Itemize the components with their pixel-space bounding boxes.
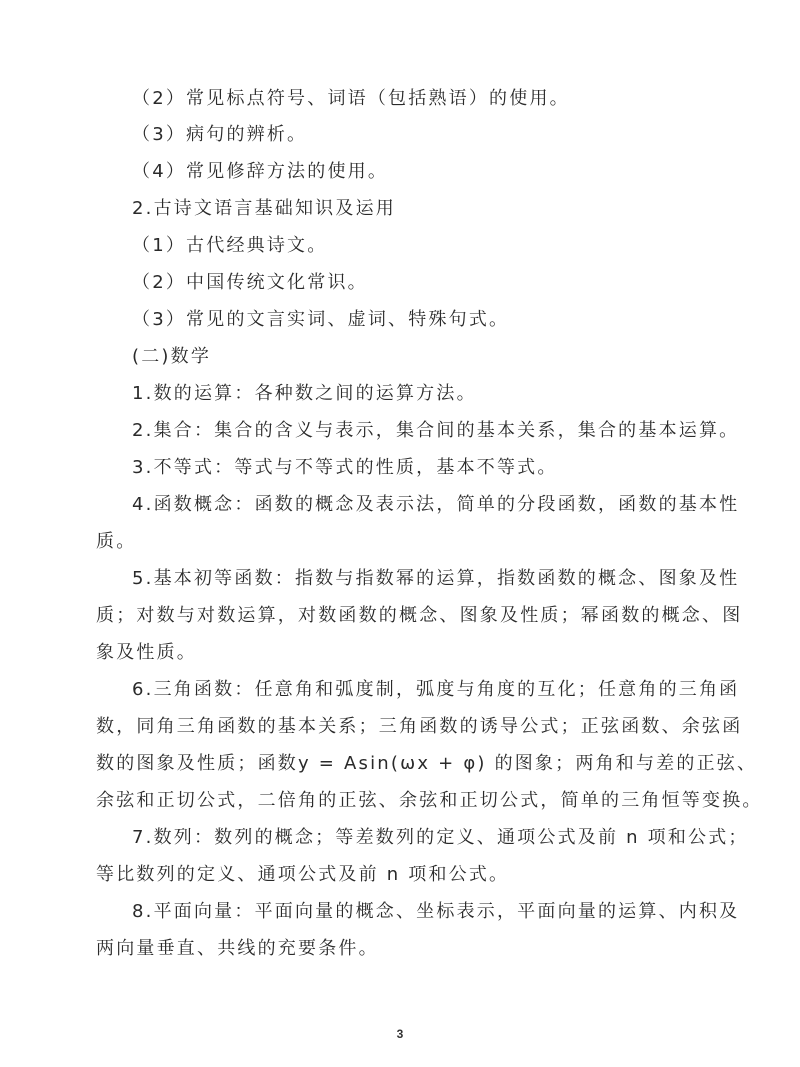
text-line: 两向量垂直、共线的充要条件。 bbox=[96, 938, 379, 959]
text-line: 质；对数与对数运算，对数函数的概念、图象及性质；幂函数的概念、图 bbox=[96, 605, 743, 626]
text-line: （4）常见修辞方法的使用。 bbox=[132, 161, 389, 182]
section-heading: (二)数学 bbox=[132, 346, 212, 367]
text-line: 3.不等式：等式与不等式的性质，基本不等式。 bbox=[132, 457, 558, 478]
text-line: 4.函数概念：函数的概念及表示法，简单的分段函数，函数的基本性 bbox=[132, 494, 740, 515]
text-line: （3）常见的文言实词、虚词、特殊句式。 bbox=[132, 309, 510, 330]
text-line: 2.集合：集合的含义与表示，集合间的基本关系，集合的基本运算。 bbox=[132, 420, 740, 441]
text-line: 余弦和正切公式，二倍角的正弦、余弦和正切公式，简单的三角恒等变换。 bbox=[96, 790, 763, 811]
text-line: 7.数列：数列的概念；等差数列的定义、通项公式及前 n 项和公式； bbox=[132, 827, 749, 848]
text-line: （2）常见标点符号、词语（包括熟语）的使用。 bbox=[132, 88, 570, 109]
text-line: 5.基本初等函数：指数与指数幂的运算，指数函数的概念、图象及性 bbox=[132, 568, 740, 589]
text-line: 象及性质。 bbox=[96, 642, 197, 663]
text-line: 1.数的运算：各种数之间的运算方法。 bbox=[132, 383, 477, 404]
text-line: 数的图象及性质；函数y = Asin(ωx + φ) 的图象；两角和与差的正弦、 bbox=[96, 753, 758, 774]
text-line: 数，同角三角函数的基本关系；三角函数的诱导公式；正弦函数、余弦函 bbox=[96, 716, 743, 737]
text-line: （1）古代经典诗文。 bbox=[132, 235, 328, 256]
text-line: 6.三角函数：任意角和弧度制，弧度与角度的互化；任意角的三角函 bbox=[132, 679, 740, 700]
section-heading: 2.古诗文语言基础知识及运用 bbox=[132, 198, 396, 219]
text-line: 等比数列的定义、通项公式及前 n 项和公式。 bbox=[96, 864, 510, 885]
page-number: 3 bbox=[396, 1027, 404, 1041]
text-line: 8.平面向量：平面向量的概念、坐标表示，平面向量的运算、内积及 bbox=[132, 901, 740, 922]
text-line: （2）中国传统文化常识。 bbox=[132, 272, 368, 293]
text-line: 质。 bbox=[96, 531, 137, 552]
text-line: （3）病句的辨析。 bbox=[132, 124, 308, 145]
